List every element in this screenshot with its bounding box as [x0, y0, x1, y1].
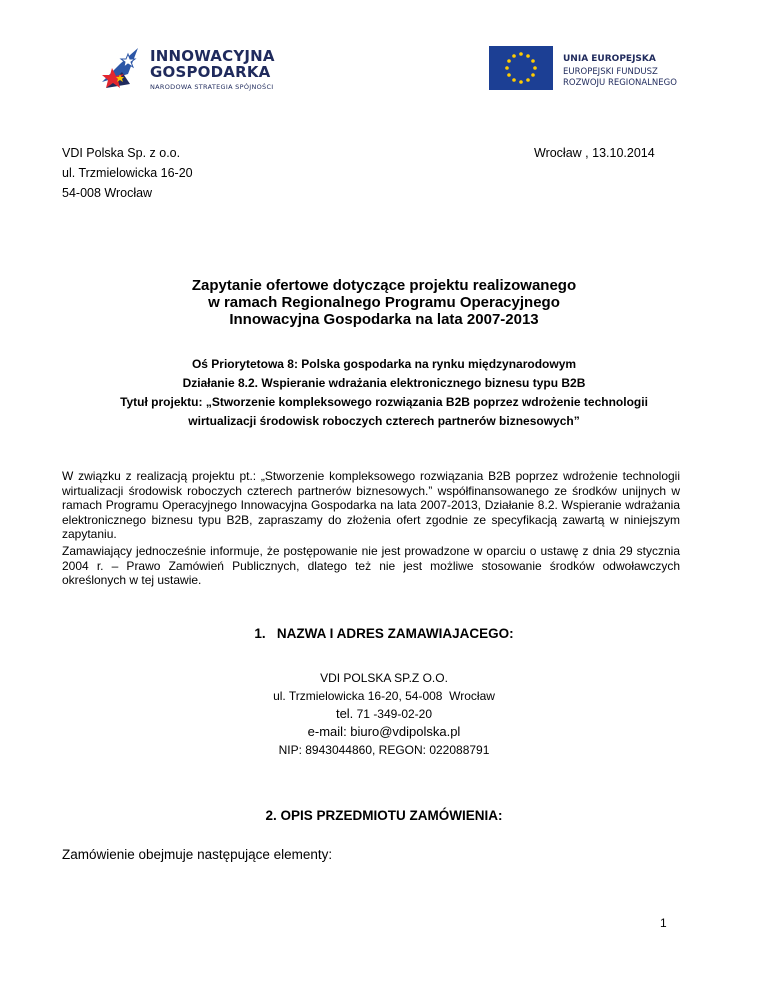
document-date: Wrocław , 13.10.2014: [534, 146, 655, 160]
eu-logo-line2: EUROPEJSKI FUNDUSZ: [563, 67, 658, 77]
sender-city: 54-008 Wrocław: [62, 186, 153, 200]
measure: Działanie 8.2. Wspieranie wdrażania elektronicznego biznesu typu B2B: [182, 376, 586, 390]
sender-address: [62, 143, 193, 203]
sender-street: ul. Trzmielowicka 16-20: [62, 166, 193, 180]
eu-flag-icon: [489, 46, 553, 90]
project-title-line1: Tytuł projektu: „Stworzenie kompleksowego rozwiązania B2B poprzez wdrożenie technologii: [120, 395, 648, 409]
eu-logo: [489, 46, 679, 92]
project-title-line2: wirtualizacji środowisk roboczych czterech partnerów biznesowych”: [188, 414, 580, 428]
contractor-email: e-mail: biuro@vdipolska.pl: [307, 724, 461, 739]
eu-logo-line1: UNIA EUROPEJSKA: [563, 54, 656, 64]
title-line2: w ramach Regionalnego Programu Operacyjnego: [208, 294, 560, 311]
ig-logo-line3: NARODOWA STRATEGIA SPÓJNOŚCI: [150, 83, 274, 91]
sender-company: VDI Polska Sp. z o.o.: [62, 146, 181, 160]
innowacyjna-gospodarka-logo: [98, 44, 298, 96]
section-2-intro: Zamówienie obejmuje następujące elementy:: [62, 847, 333, 862]
ig-logo-line2: GOSPODARKA: [150, 63, 271, 81]
ig-star-mark-icon: [98, 44, 146, 96]
notice-paragraph: Zamawiający jednocześnie informuje, że postępowanie nie jest prowadzone w oparciu o ustawę z dnia 29 stycznia 2004 r. – Prawo Zamówień Publicznych, dlatego też nie jest możliwe stosowanie środków odwoławczych określonych w tej ustawie.: [62, 544, 680, 587]
intro-paragraph: W związku z realizacją projektu pt.: „Stworzenie kompleksowego rozwiązania B2B poprzez wdrożenie technologii wirtualizacji środowisk roboczych czterech partnerów biznesowych.” współfinansowanego ze środków unijnych w ramach Programu Operacyjnego Innowacyjna Gospodarka na lata 2007-2013, Działanie 8.2. Wspieranie wdrażania elektronicznego biznesu typu B2B, zapraszamy do złożenia ofert zgodnie ze specyfikacją zawartą w niniejszym zapytaniu.: [62, 469, 680, 541]
contractor-contact: [0, 669, 768, 759]
section-1-heading: 1. NAZWA I ADRES ZAMAWIAJACEGO:: [254, 626, 514, 641]
document-title: [0, 277, 768, 328]
phone-label: tel.: [335, 706, 354, 721]
title-line1: Zapytanie ofertowe dotyczące projektu realizowanego: [191, 277, 577, 294]
phone-number: 71 -349-02-20: [353, 707, 433, 721]
ig-logo-line1: INNOWACYJNA: [150, 47, 275, 65]
contractor-address: ul. Trzmielowicka 16-20, 54-008 Wrocław: [273, 689, 495, 703]
contractor-ids: NIP: 8943044860, REGON: 022088791: [278, 743, 490, 757]
contractor-phone: [0, 705, 768, 723]
project-info: [0, 355, 768, 431]
title-line3: Innowacyjna Gospodarka na lata 2007-2013: [229, 311, 539, 328]
priority-axis: Oś Priorytetowa 8: Polska gospodarka na rynku międzynarodowym: [191, 357, 577, 371]
eu-logo-line3: ROZWOJU REGIONALNEGO: [563, 78, 677, 88]
page-number: 1: [660, 916, 667, 930]
contractor-name: VDI POLSKA SP.Z O.O.: [320, 671, 448, 685]
section-2-heading: 2. OPIS PRZEDMIOTU ZAMÓWIENIA:: [265, 808, 503, 823]
